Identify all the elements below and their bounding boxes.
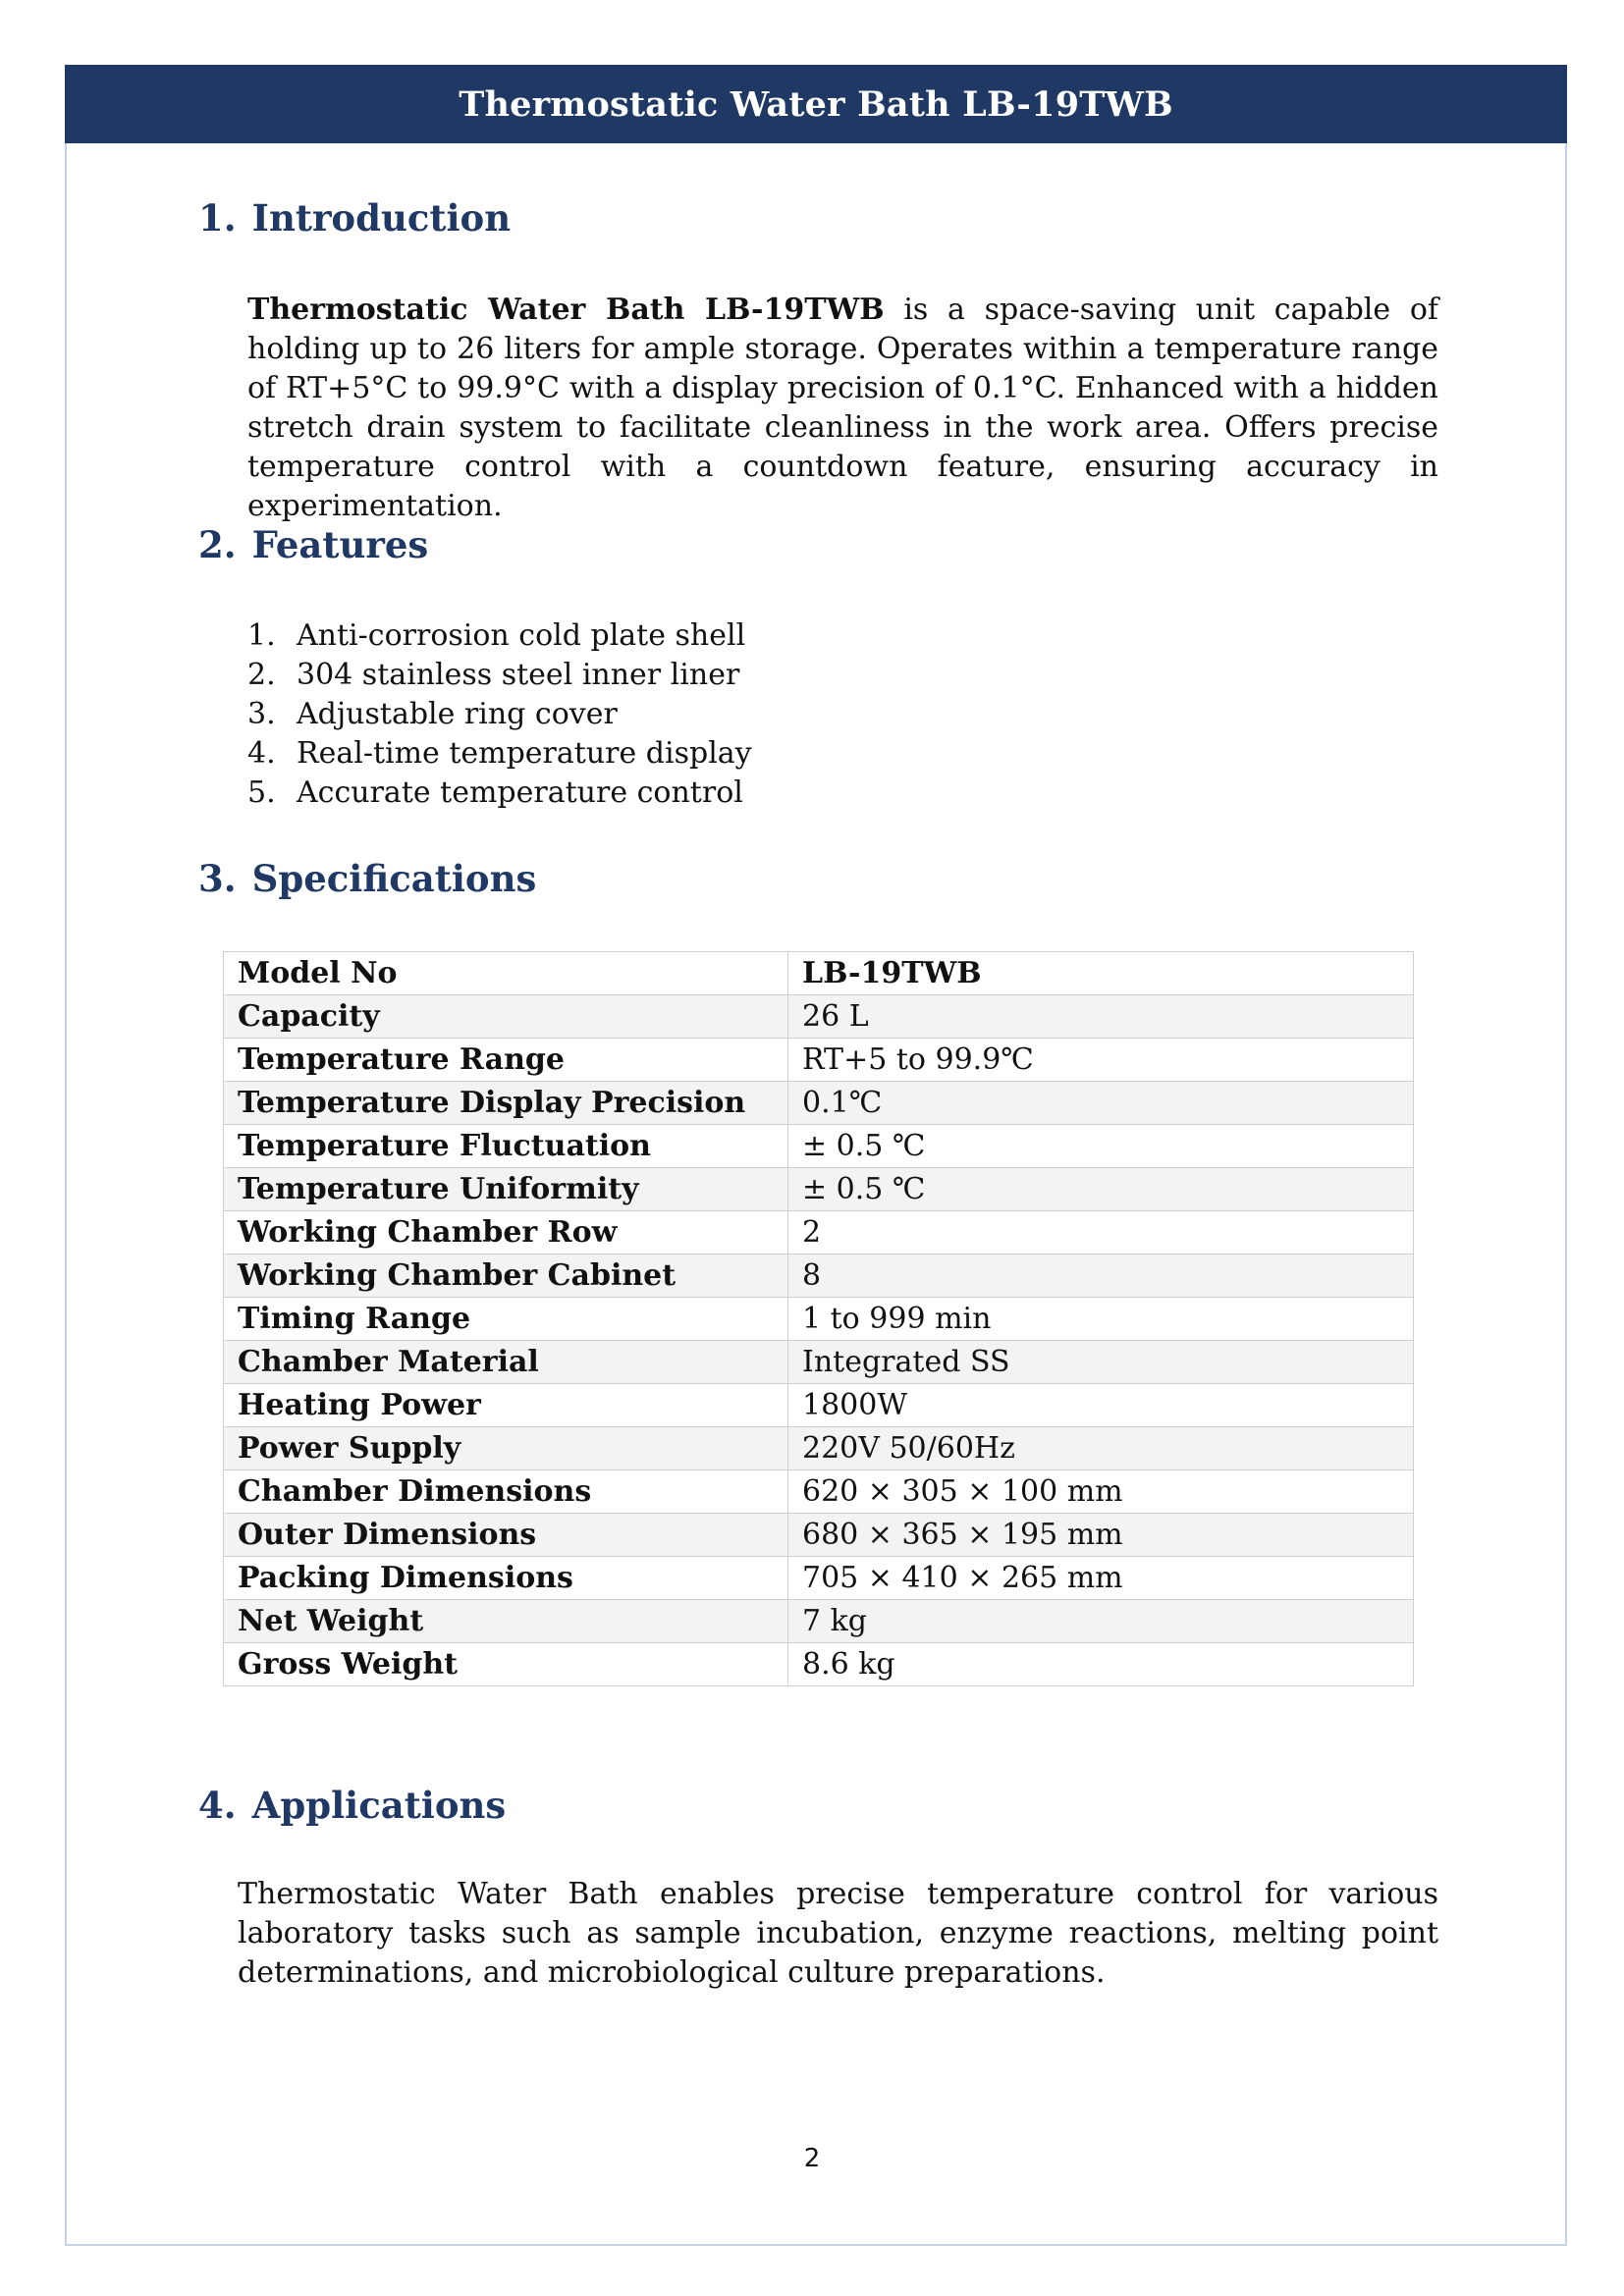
feature-item (247, 656, 752, 695)
section-title: Features (251, 523, 429, 566)
applications-heading (198, 1784, 506, 1827)
spec-key: Temperature Display Precision (224, 1082, 788, 1125)
table-row (224, 1298, 1414, 1341)
table-row (224, 1168, 1414, 1211)
spec-key: Temperature Range (224, 1039, 788, 1082)
spec-value: 8 (788, 1255, 1414, 1298)
feature-text: Accurate temperature control (297, 775, 743, 810)
introduction-paragraph (247, 291, 1438, 526)
spec-key: Timing Range (224, 1298, 788, 1341)
spec-value: 26 L (788, 995, 1414, 1039)
spec-key: Power Supply (224, 1427, 788, 1470)
features-list (247, 616, 752, 813)
spec-value: ± 0.5 ℃ (788, 1168, 1414, 1211)
spec-value: RT+5 to 99.9℃ (788, 1039, 1414, 1082)
spec-value: 7 kg (788, 1600, 1414, 1643)
table-row (224, 1427, 1414, 1470)
spec-value: 1 to 999 min (788, 1298, 1414, 1341)
spec-key: Gross Weight (224, 1643, 788, 1686)
spec-key: Temperature Fluctuation (224, 1125, 788, 1168)
feature-number: 1. (247, 618, 276, 653)
spec-key: Chamber Material (224, 1341, 788, 1384)
table-row (224, 1211, 1414, 1255)
feature-text: Real-time temperature display (297, 736, 752, 771)
table-row (224, 1082, 1414, 1125)
feature-item (247, 734, 752, 774)
table-row (224, 1557, 1414, 1600)
feature-item (247, 695, 752, 734)
table-row (224, 995, 1414, 1039)
spec-value: 705 × 410 × 265 mm (788, 1557, 1414, 1600)
table-row (224, 1384, 1414, 1427)
spec-value: 8.6 kg (788, 1643, 1414, 1686)
table-row (224, 952, 1414, 995)
section-number: 4. (198, 1784, 237, 1827)
spec-key: Net Weight (224, 1600, 788, 1643)
spec-value: 1800W (788, 1384, 1414, 1427)
features-heading (198, 523, 428, 566)
feature-item (247, 616, 752, 656)
spec-key: Heating Power (224, 1384, 788, 1427)
feature-text: 304 stainless steel inner liner (297, 658, 740, 692)
spec-key: Working Chamber Cabinet (224, 1255, 788, 1298)
table-row (224, 1514, 1414, 1557)
introduction-text: is a space-saving unit capable of holding up to 26 liters for ample storage. Operates within a temperature range of RT+5°C to 99.9°C with a display precision of 0.1°C. Enhanced with a hidden stretch drain system to facilitate cleanliness in the work area. Offers precise temperature control with a countdown feature, ensuring accuracy in experimentation. (247, 293, 1438, 523)
section-number: 2. (198, 523, 237, 566)
spec-key: Outer Dimensions (224, 1514, 788, 1557)
feature-item (247, 774, 752, 813)
spec-value: 0.1℃ (788, 1082, 1414, 1125)
document-title: Thermostatic Water Bath LB-19TWB (459, 83, 1173, 125)
spec-value: 680 × 365 × 195 mm (788, 1514, 1414, 1557)
spec-value: 620 × 305 × 100 mm (788, 1470, 1414, 1514)
spec-key: Chamber Dimensions (224, 1470, 788, 1514)
spec-value: LB-19TWB (788, 952, 1414, 995)
spec-key: Temperature Uniformity (224, 1168, 788, 1211)
section-title: Specifications (251, 857, 537, 900)
spec-key: Packing Dimensions (224, 1557, 788, 1600)
feature-number: 3. (247, 697, 276, 731)
product-name: Thermostatic Water Bath LB-19TWB (247, 293, 885, 327)
table-row (224, 1600, 1414, 1643)
specifications-table (223, 951, 1414, 1686)
table-row (224, 1039, 1414, 1082)
table-row (224, 1341, 1414, 1384)
spec-value: 220V 50/60Hz (788, 1427, 1414, 1470)
spec-value: 2 (788, 1211, 1414, 1255)
section-number: 3. (198, 857, 237, 900)
specifications-heading (198, 857, 536, 900)
spec-value: Integrated SS (788, 1341, 1414, 1384)
spec-key: Capacity (224, 995, 788, 1039)
introduction-heading (198, 196, 511, 240)
table-row (224, 1255, 1414, 1298)
page-number: 2 (803, 2144, 821, 2173)
feature-number: 2. (247, 658, 276, 692)
spec-value: ± 0.5 ℃ (788, 1125, 1414, 1168)
section-title: Introduction (251, 196, 512, 240)
header-bar (65, 65, 1567, 143)
feature-text: Adjustable ring cover (297, 697, 618, 731)
feature-number: 5. (247, 775, 276, 810)
spec-key: Model No (224, 952, 788, 995)
table-row (224, 1125, 1414, 1168)
spec-key: Working Chamber Row (224, 1211, 788, 1255)
feature-text: Anti-corrosion cold plate shell (297, 618, 746, 653)
section-number: 1. (198, 196, 237, 240)
table-row (224, 1643, 1414, 1686)
feature-number: 4. (247, 736, 276, 771)
section-title: Applications (251, 1784, 507, 1827)
applications-paragraph: Thermostatic Water Bath enables precise temperature control for various laboratory tasks such as sample incubation, enzyme reactions, melting point determinations, and microbiological culture preparations. (238, 1877, 1438, 1990)
table-row (224, 1470, 1414, 1514)
